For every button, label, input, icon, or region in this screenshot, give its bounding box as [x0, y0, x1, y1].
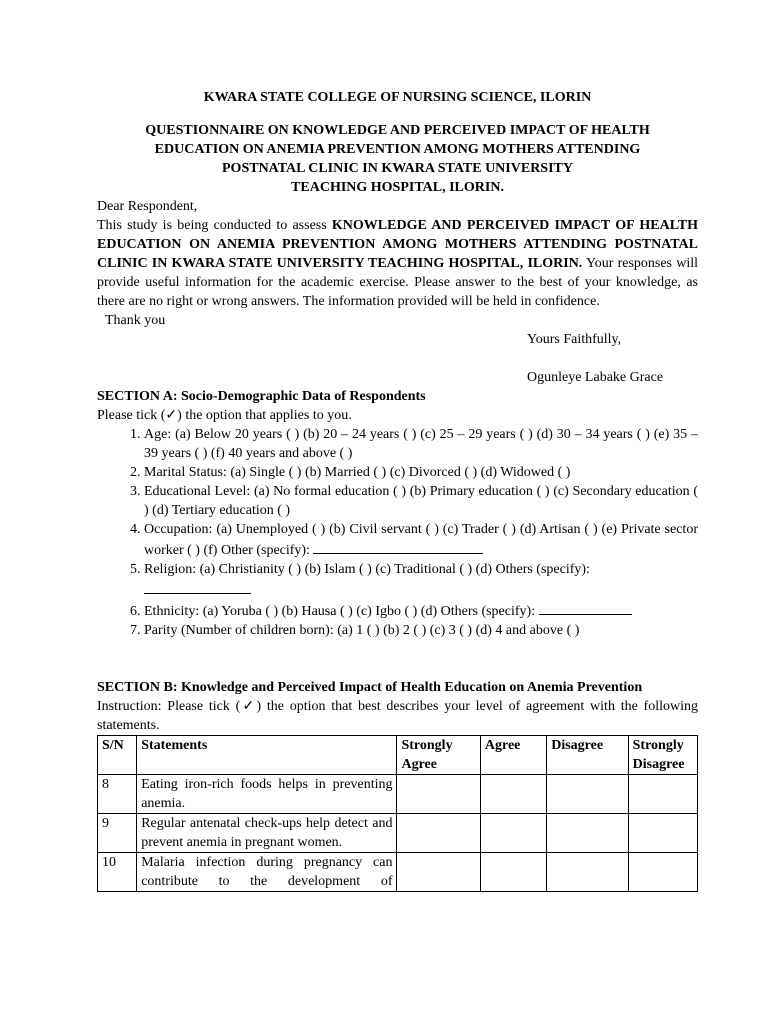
- occupation-specify-blank[interactable]: [313, 539, 483, 554]
- cell-strongly-agree[interactable]: [397, 814, 480, 853]
- col-strongly-disagree: Strongly Disagree: [628, 736, 697, 775]
- religion-specify-blank[interactable]: [144, 579, 251, 594]
- spacer: [97, 640, 698, 678]
- questionnaire-title: [97, 121, 698, 197]
- row-statement: Malaria infection during pregnancy can contribute to the development of: [137, 853, 397, 892]
- signatory-name: Ogunleye Labake Grace: [527, 370, 664, 385]
- list-item-marital-status: 2. Marital Status: (a) Single ( ) (b) Married ( ) (c) Divorced ( ) (d) Widowed ( ): [144, 463, 698, 482]
- demographic-list: [97, 425, 698, 640]
- row-sn: 10: [98, 853, 137, 892]
- likert-table: [97, 735, 698, 892]
- cell-strongly-agree[interactable]: [397, 775, 480, 814]
- col-strongly-agree: Strongly Agree: [397, 736, 480, 775]
- cell-strongly-disagree[interactable]: [628, 775, 697, 814]
- cell-disagree[interactable]: [547, 814, 628, 853]
- title-line-4: TEACHING HOSPITAL, ILORIN.: [291, 180, 504, 195]
- table-row: [98, 775, 698, 814]
- ethnicity-specify-blank[interactable]: [539, 600, 632, 615]
- table-row: [98, 814, 698, 853]
- row-statement: Eating iron-rich foods helps in preventing anemia.: [137, 775, 397, 814]
- intro-suffix: Your responses will provide useful information for the academic exercise. Please answer to the best of your knowledge, as there are no right or wrong answers. The information provided will be held in confidence.: [97, 256, 698, 309]
- title-line-3: POSTNATAL CLINIC IN KWARA STATE UNIVERSITY: [222, 161, 573, 176]
- list-item-occupation: 4. Occupation: (a) Unemployed ( ) (b) Civil servant ( ) (c) Trader ( ) (d) Artisan ( ) (e) Private sector worker ( ) (f) Other (specify):: [144, 520, 698, 560]
- questionnaire-page: [97, 88, 698, 892]
- cell-agree[interactable]: [480, 775, 546, 814]
- row-sn: 9: [98, 814, 137, 853]
- section-b-heading: SECTION B: Knowledge and Perceived Impact of Health Education on Anemia Prevention: [97, 680, 643, 695]
- list-item-religion: 5. Religion: (a) Christianity ( ) (b) Islam ( ) (c) Traditional ( ) (d) Others (specify):: [144, 560, 698, 600]
- list-item-ethnicity: 6. Ethnicity: (a) Yoruba ( ) (b) Hausa ( ) (c) Igbo ( ) (d) Others (specify):: [144, 600, 698, 621]
- cell-agree[interactable]: [480, 853, 546, 892]
- col-sn: S/N: [98, 736, 137, 775]
- section-a-heading: SECTION A: Socio-Demographic Data of Respondents: [97, 389, 426, 404]
- section-a-instruction: Please tick (✓) the option that applies to you.: [97, 408, 352, 423]
- cell-strongly-agree[interactable]: [397, 853, 480, 892]
- col-agree: Agree: [480, 736, 546, 775]
- intro-paragraph: [97, 216, 698, 311]
- college-name: KWARA STATE COLLEGE OF NURSING SCIENCE, ILORIN: [203, 90, 592, 105]
- table-row: [98, 853, 698, 892]
- col-statements: Statements: [137, 736, 397, 775]
- row-statement: Regular antenatal check-ups help detect and prevent anemia in pregnant women.: [137, 814, 397, 853]
- cell-strongly-disagree[interactable]: [628, 853, 697, 892]
- title-line-2: EDUCATION ON ANEMIA PREVENTION AMONG MOTHERS ATTENDING: [154, 142, 641, 157]
- list-item-parity: 7. Parity (Number of children born): (a) 1 ( ) (b) 2 ( ) (c) 3 ( ) (d) 4 and above ( ): [144, 621, 698, 640]
- intro-study-title: KNOWLEDGE AND PERCEIVED IMPACT OF HEALTH EDUCATION ON ANEMIA PREVENTION AMONG MOTHERS ATTENDING POSTNATAL CLINIC IN KWARA STATE UNIVERSITY TEACHING HOSPITAL, ILORIN.: [97, 218, 699, 271]
- thanks-line: Thank you: [105, 313, 166, 328]
- intro-prefix: This study is being conducted to assess: [97, 218, 332, 233]
- cell-strongly-disagree[interactable]: [628, 814, 697, 853]
- row-sn: 8: [98, 775, 137, 814]
- list-item-age: 1. Age: (a) Below 20 years ( ) (b) 20 – 24 years ( ) (c) 25 – 29 years ( ) (d) 30 – 34 years ( ) (e) 35 – 39 years ( ) (f) 40 years and above ( ): [144, 425, 698, 463]
- list-item-educational-level: 3. Educational Level: (a) No formal education ( ) (b) Primary education ( ) (c) Secondary education ( ) (d) Tertiary education ( ): [144, 482, 698, 520]
- table-header-row: [98, 736, 698, 775]
- cell-disagree[interactable]: [547, 775, 628, 814]
- cell-disagree[interactable]: [547, 853, 628, 892]
- cell-agree[interactable]: [480, 814, 546, 853]
- title-line-1: QUESTIONNAIRE ON KNOWLEDGE AND PERCEIVED IMPACT OF HEALTH: [145, 123, 650, 138]
- salutation: Dear Respondent,: [97, 199, 198, 214]
- col-disagree: Disagree: [547, 736, 628, 775]
- closing-line: Yours Faithfully,: [527, 332, 622, 347]
- section-b-instruction: Instruction: Please tick (✓) the option that best describes your level of agreement with the following statements.: [97, 699, 698, 733]
